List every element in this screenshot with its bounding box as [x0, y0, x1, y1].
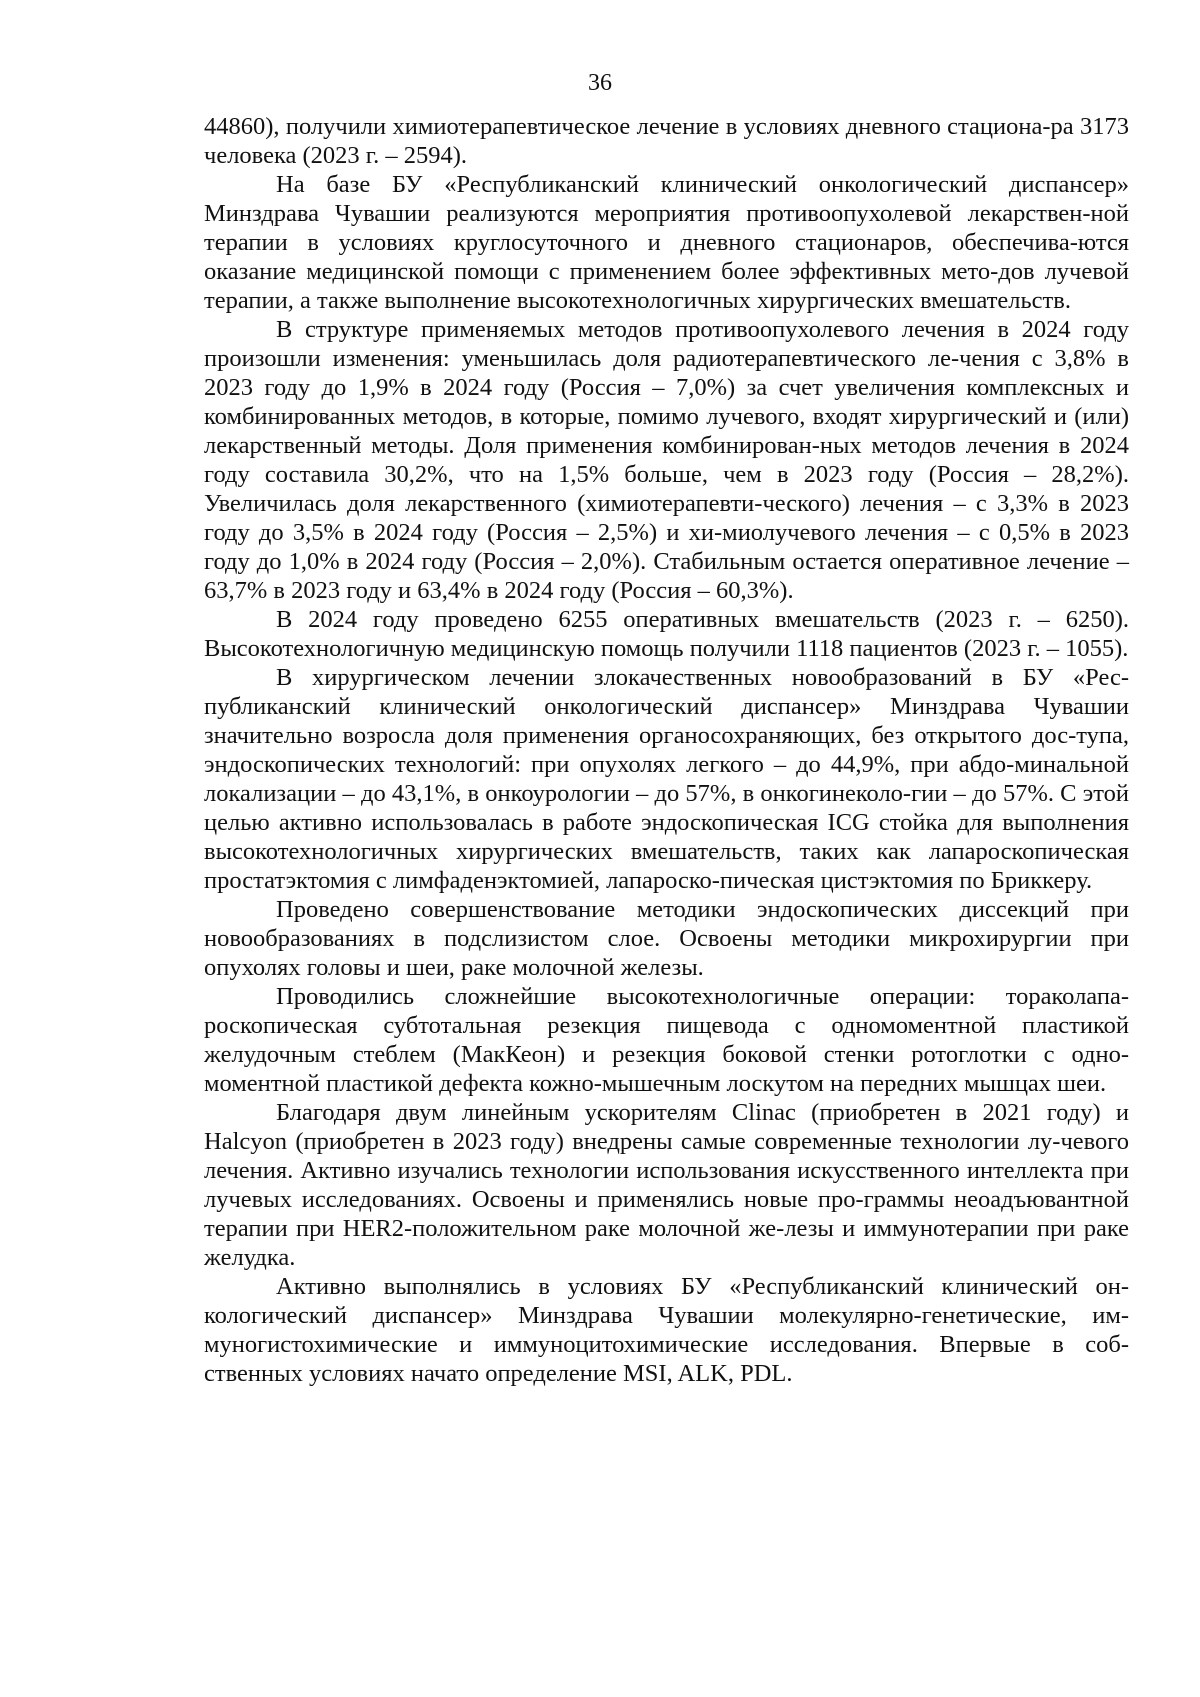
- paragraph-molecular-research: Активно выполнялись в условиях БУ «Республиканский клинический он-кологический диспансер» Минздрава Чувашии молекулярно-генетические, им-муногистохимические и иммуноцитохимические исследования. Впервые в соб-ственных условиях начато определение MSI, ALK, PDL.: [204, 1273, 1129, 1387]
- paragraph-linear-accelerators: Благодаря двум линейным ускорителям Clinac (приобретен в 2021 году) и Halcyon (приобретен в 2023 году) внедрены самые современные технологии лу-чевого лечения. Активно изучались технологии использования искусственного интеллекта при лучевых исследованиях. Освоены и применялись новые про-граммы неоадъювантной терапии при HER2-положительном раке молочной же-лезы и иммунотерапии при раке желудка.: [204, 1099, 1129, 1271]
- page-number: 36: [588, 70, 612, 96]
- paragraph-endoscopic-methods: Проведено совершенствование методики эндоскопических диссекций при новообразованиях в подслизистом слое. Освоены методики микрохирургии при опухолях головы и шеи, раке молочной железы.: [204, 896, 1129, 981]
- paragraph-complex-operations: Проводились сложнейшие высокотехнологичные операции: тораколапа-роскопическая субтотальная резекция пищевода с одномоментной пластикой желудочным стеблем (МакКеон) и резекция боковой стенки ротоглотки с одно-моментной пластикой дефекта кожно-мышечным лоскутом на передних мышцах шеи.: [204, 983, 1129, 1097]
- paragraph-dispensary-base: На базе БУ «Республиканский клинический онкологический диспансер» Минздрава Чувашии реализуются мероприятия противоопухолевой лекарствен-ной терапии в условиях круглосуточного и дневного стационаров, обеспечива-ются оказание медицинской помощи с применением более эффективных мето-дов лучевой терапии, а также выполнение высокотехнологичных хирургических вмешательств.: [204, 171, 1129, 314]
- paragraph-treatment-structure: В структуре применяемых методов противоопухолевого лечения в 2024 году произошли изменения: уменьшилась доля радиотерапевтического ле-чения с 3,8% в 2023 году до 1,9% в 2024 году (Россия – 7,0%) за счет увеличения комплексных и комбинированных методов, в которые, помимо лучевого, входят хирургический и (или) лекарственный методы. Доля применения комбинирован-ных методов лечения в 2024 году составила 30,2%, что на 1,5% больше, чем в 2023 году (Россия – 28,2%). Увеличилась доля лекарственного (химиотерапевти-ческого) лечения – с 3,3% в 2023 году до 3,5% в 2024 году (Россия – 2,5%) и хи-миолучевого лечения – с 0,5% в 2023 году до 1,0% в 2024 году (Россия – 2,0%). Стабильным остается оперативное лечение – 63,7% в 2023 году и 63,4% в 2024 году (Россия – 60,3%).: [204, 316, 1129, 604]
- paragraph-surgical-treatment: В хирургическом лечении злокачественных новообразований в БУ «Рес-публиканский клинический онкологический диспансер» Минздрава Чувашии значительно возросла доля применения органосохраняющих, без открытого дос-тупа, эндоскопических технологий: при опухолях легкого – до 44,9%, при абдо-минальной локализации – до 43,1%, в онкоурологии – до 57%, в онкогинеколо-гии – до 57%. С этой целью активно использовалась в работе эндоскопическая ICG стойка для выполнения высокотехнологичных хирургических вмешательств, таких как лапароскопическая простатэктомия с лимфаденэктомией, лапароско-пическая цистэктомия по Бриккеру.: [204, 664, 1129, 894]
- document-body: [204, 112, 1129, 1388]
- paragraph-operations-count: В 2024 году проведено 6255 оперативных вмешательств (2023 г. – 6250). Высокотехнологичную медицинскую помощь получили 1118 пациентов (2023 г. – 1055).: [204, 606, 1129, 662]
- paragraph-continuation: 44860), получили химиотерапевтическое лечение в условиях дневного стациона-ра 3173 человека (2023 г. – 2594).: [204, 113, 1129, 169]
